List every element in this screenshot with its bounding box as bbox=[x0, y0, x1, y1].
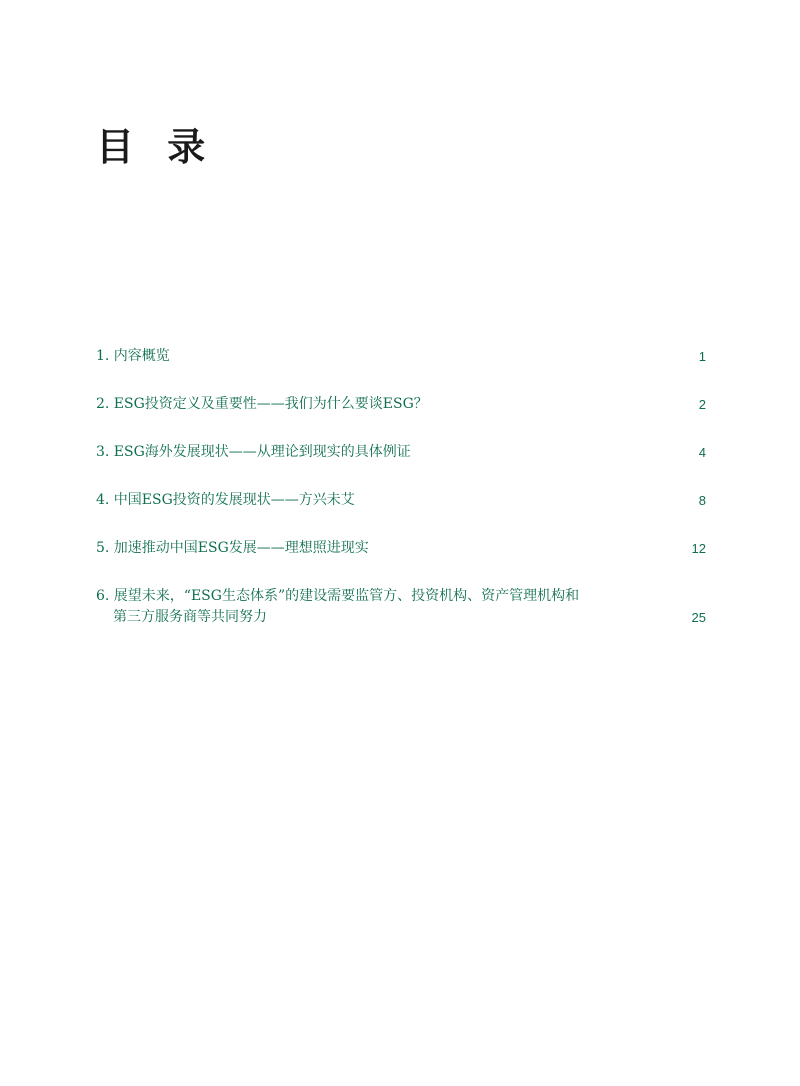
toc-item-label bbox=[96, 586, 579, 628]
toc-item-page-number: 25 bbox=[691, 610, 706, 625]
toc-item-3[interactable] bbox=[96, 442, 706, 463]
toc-item-label bbox=[96, 346, 170, 367]
toc-item-page-number: 2 bbox=[698, 397, 706, 412]
toc-item-1[interactable] bbox=[96, 346, 706, 367]
toc-item-4[interactable] bbox=[96, 490, 706, 511]
toc-item-label-line: 6. 展望未来，“ESG生态体系”的建设需要监管方、投资机构、资产管理机构和 bbox=[96, 588, 580, 604]
toc-item-page-number: 12 bbox=[691, 541, 706, 556]
toc-item-page-number: 1 bbox=[698, 349, 706, 364]
toc-item-label bbox=[96, 538, 369, 559]
toc-item-label-line: 第三方服务商等共同努力 bbox=[113, 609, 267, 625]
toc-list bbox=[96, 346, 706, 655]
toc-item-label bbox=[96, 490, 355, 511]
toc-item-label-line: 4. 中国ESG投资的发展现状——方兴未艾 bbox=[96, 492, 355, 508]
toc-item-label bbox=[96, 394, 428, 415]
toc-item-2[interactable] bbox=[96, 394, 706, 415]
toc-item-page-number: 4 bbox=[698, 445, 706, 460]
toc-item-label-line: 2. ESG投资定义及重要性——我们为什么要谈ESG？ bbox=[96, 396, 428, 412]
toc-item-label-line: 1. 内容概览 bbox=[96, 348, 170, 364]
toc-item-label-line: 5. 加速推动中国ESG发展——理想照进现实 bbox=[96, 540, 369, 556]
toc-item-label bbox=[96, 442, 411, 463]
toc-item-page-number: 8 bbox=[698, 493, 706, 508]
toc-item-label-line: 3. ESG海外发展现状——从理论到现实的具体例证 bbox=[96, 444, 411, 460]
toc-title: 目 录 bbox=[96, 124, 216, 169]
toc-item-5[interactable] bbox=[96, 538, 706, 559]
toc-item-6[interactable] bbox=[96, 586, 706, 628]
